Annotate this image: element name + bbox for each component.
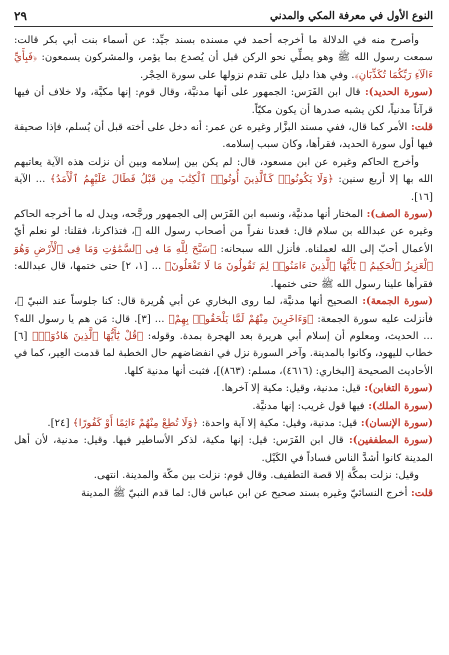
section-label: (سورة الملك): — [364, 399, 433, 412]
paragraph — [14, 84, 433, 119]
paragraph — [14, 467, 433, 484]
body-text: قيل: مدنية، وقيل: مكية إلا آية واحدة: — [198, 417, 358, 429]
body-text: فيها قول غريب: إنها مدنيَّة. — [252, 400, 365, 412]
body-text: المختار أنها مدنيَّة، ونسبه ابن الفَرَس إلى الجمهور ورجَّحه، ويدل له ما أخرجه الحاكم وغيره عن عبدالله بن سلام قال: قعدنا نفراً من أصحاب رسول الله ﷺ، فتذاكرنا، فقلنا: لو نعلم أيّ الأعمال أحبّ إلى الله لعملناه. فأنزل الله سبحانه: — [14, 209, 433, 255]
body-text: [٦] خطاب لليهود، وكانوا بالمدينة. وآخر السورة نزل في انفضاضهم حال الخطبة لما قدمت العِير، كما في الأحاديث الصحيحة [البخاري: (٤٦١٦)، مسلم: (٨٦٣)]، فثبت أنها مدنية كلها. — [14, 330, 433, 377]
paragraph — [14, 398, 433, 415]
section-label: قلت: — [407, 486, 433, 499]
quran-verse: ﴿وَءَاخَرِينَ مِنْهُمْ لَمَّا يَلْحَقُوا۟ بِهِمْ﴾ — [168, 313, 314, 325]
paragraph — [14, 485, 433, 502]
body-text: وأخرج الحاكم وغيره عن ابن مسعود، قال: لم يكن بين إسلامه وبين أن نزلت هذه الآية يعاتبهم الله بها إلا أربع سنين: — [14, 156, 433, 186]
quran-verse: ﴿وَلَا تُطِعْ مِنْهُمْ ءَاثِمًا أَوْ كَفُورًا﴾ — [72, 417, 199, 429]
section-label: قلت: — [407, 121, 433, 134]
paragraph — [14, 154, 433, 206]
page-body — [14, 32, 433, 649]
running-title: النوع الأول في معرفة المكي والمدني — [270, 10, 433, 22]
section-label: (سورة الصف): — [363, 208, 433, 221]
section-label: (سورة المطففين): — [343, 434, 433, 447]
quran-verse: ﴿وَلَا يَكُونُوا۟ كَٱلَّذِينَ أُوتُوا۟ ٱلْكِتَٰبَ مِن قَبْلُ فَطَالَ عَلَيْهِمُ ٱلْأَمَدُ﴾ — [50, 174, 334, 186]
body-text: قيل: مدنية، وقيل: مكية إلا آخرها. — [221, 383, 361, 395]
body-text: ... [٣]. قال: مَن هم يا رسول الله؟ ... الحديث، ومعلوم أن إسلام أبي هريرة بعد الهجرة بمدة. وقوله: — [14, 313, 434, 342]
body-text: أخرج النسائيّ وغيره بسند صحيح عن ابن عباس قال: لما قدم النبيّ ﷺ المدينة — [81, 487, 408, 499]
quran-verse: ﴿فَبِأَيِّ ءَالَآءِ رَبِّكُمَا تُكَذِّبَانِ﴾ — [14, 52, 433, 81]
section-label: (سورة الحديد): — [360, 86, 434, 99]
paragraph — [14, 293, 433, 380]
paragraph — [14, 415, 433, 432]
section-label: (سورة الجمعة): — [357, 295, 433, 308]
body-text: الصحيح أنها مدنيَّة، لما روى البخاري عن أبي هُريرة قال: كنا جلوساً عند النبيّ ﷺ، فأنزلت عليه سورة الجمعة: — [14, 296, 433, 325]
quran-verse: ﴿سَبَّحَ لِلَّهِ مَا فِى ٱلسَّمَٰوَٰتِ وَمَا فِى ٱلْأَرْضِ وَهُوَ ٱلْعَزِيزُ ٱلْحَكِيمُ ۞ يَٰٓأَيُّهَا ٱلَّذِينَ ءَامَنُوا۟ لِمَ تَقُولُونَ مَا لَا تَفْعَلُونَ﴾ — [14, 243, 434, 273]
body-text: ... [١، ٢] حتى ختمها، قال عبدالله: فقرأها علينا رسول الله ﷺ حتى ختمها. — [14, 261, 433, 290]
section-label: (سورة الإنسان): — [357, 416, 433, 429]
body-text: وأصرح منه في الدلالة ما أخرجه أحمد في مسنده بسند جيِّد: عن أسماء بنت أبي بكر قالت: سمعت رسول الله ﷺ وهو يصلِّي نحو الركن قبل أن يُصدع بما يؤمر، والمشركون يسمعون: — [14, 35, 433, 64]
body-text: ... الآية [١٦]. — [14, 174, 433, 203]
paragraph — [14, 432, 433, 467]
section-label: (سورة التغابن): — [360, 382, 433, 395]
paragraph — [14, 119, 433, 154]
body-text: قال ابن الفَرَس: قيل: إنها مكية، لذكر الأساطير فيها. وقيل: مدنية، لأن أهل المدينة كانوا أشدَّ الناس فساداً في الكَيْل. — [14, 435, 433, 464]
page-header — [14, 6, 433, 27]
body-text: [٢٤]. — [47, 417, 73, 429]
page-number: ٢٩ — [14, 9, 27, 23]
body-text: قال ابن الفَرَس: الجمهور على أنها مدنيَّة، وقال قوم: إنها مكيَّة، ولا خلاف أن فيها قرآناً مدنياً، لكن يشبه صدرها أن يكون مكيّاً. — [14, 87, 433, 116]
quran-verse: ﴿قُلْ يَٰٓأَيُّهَا ٱلَّذِينَ هَادُوٓا۟﴾ — [32, 330, 144, 342]
paragraph — [14, 380, 433, 397]
paragraph — [14, 206, 433, 293]
body-text: . وفي هذا دليل على تقدم نزولها على سورة الحِجْر. — [140, 69, 355, 81]
body-text: الأمر كما قال، ففي مسند البزَّار وغيره عن عمر: أنه دخل على أخته قبل أن يُسلم، فإذا صحيفة فيها أول سورة الحديد، فقرأها، وكان سبب إسلامه. — [14, 122, 433, 151]
body-text: وقيل: نزلت بمكَّة إلا قصة التطفيف. وقال قوم: نزلت بين مكّة والمدينة. انتهى. — [93, 470, 419, 482]
paragraph — [14, 32, 433, 84]
